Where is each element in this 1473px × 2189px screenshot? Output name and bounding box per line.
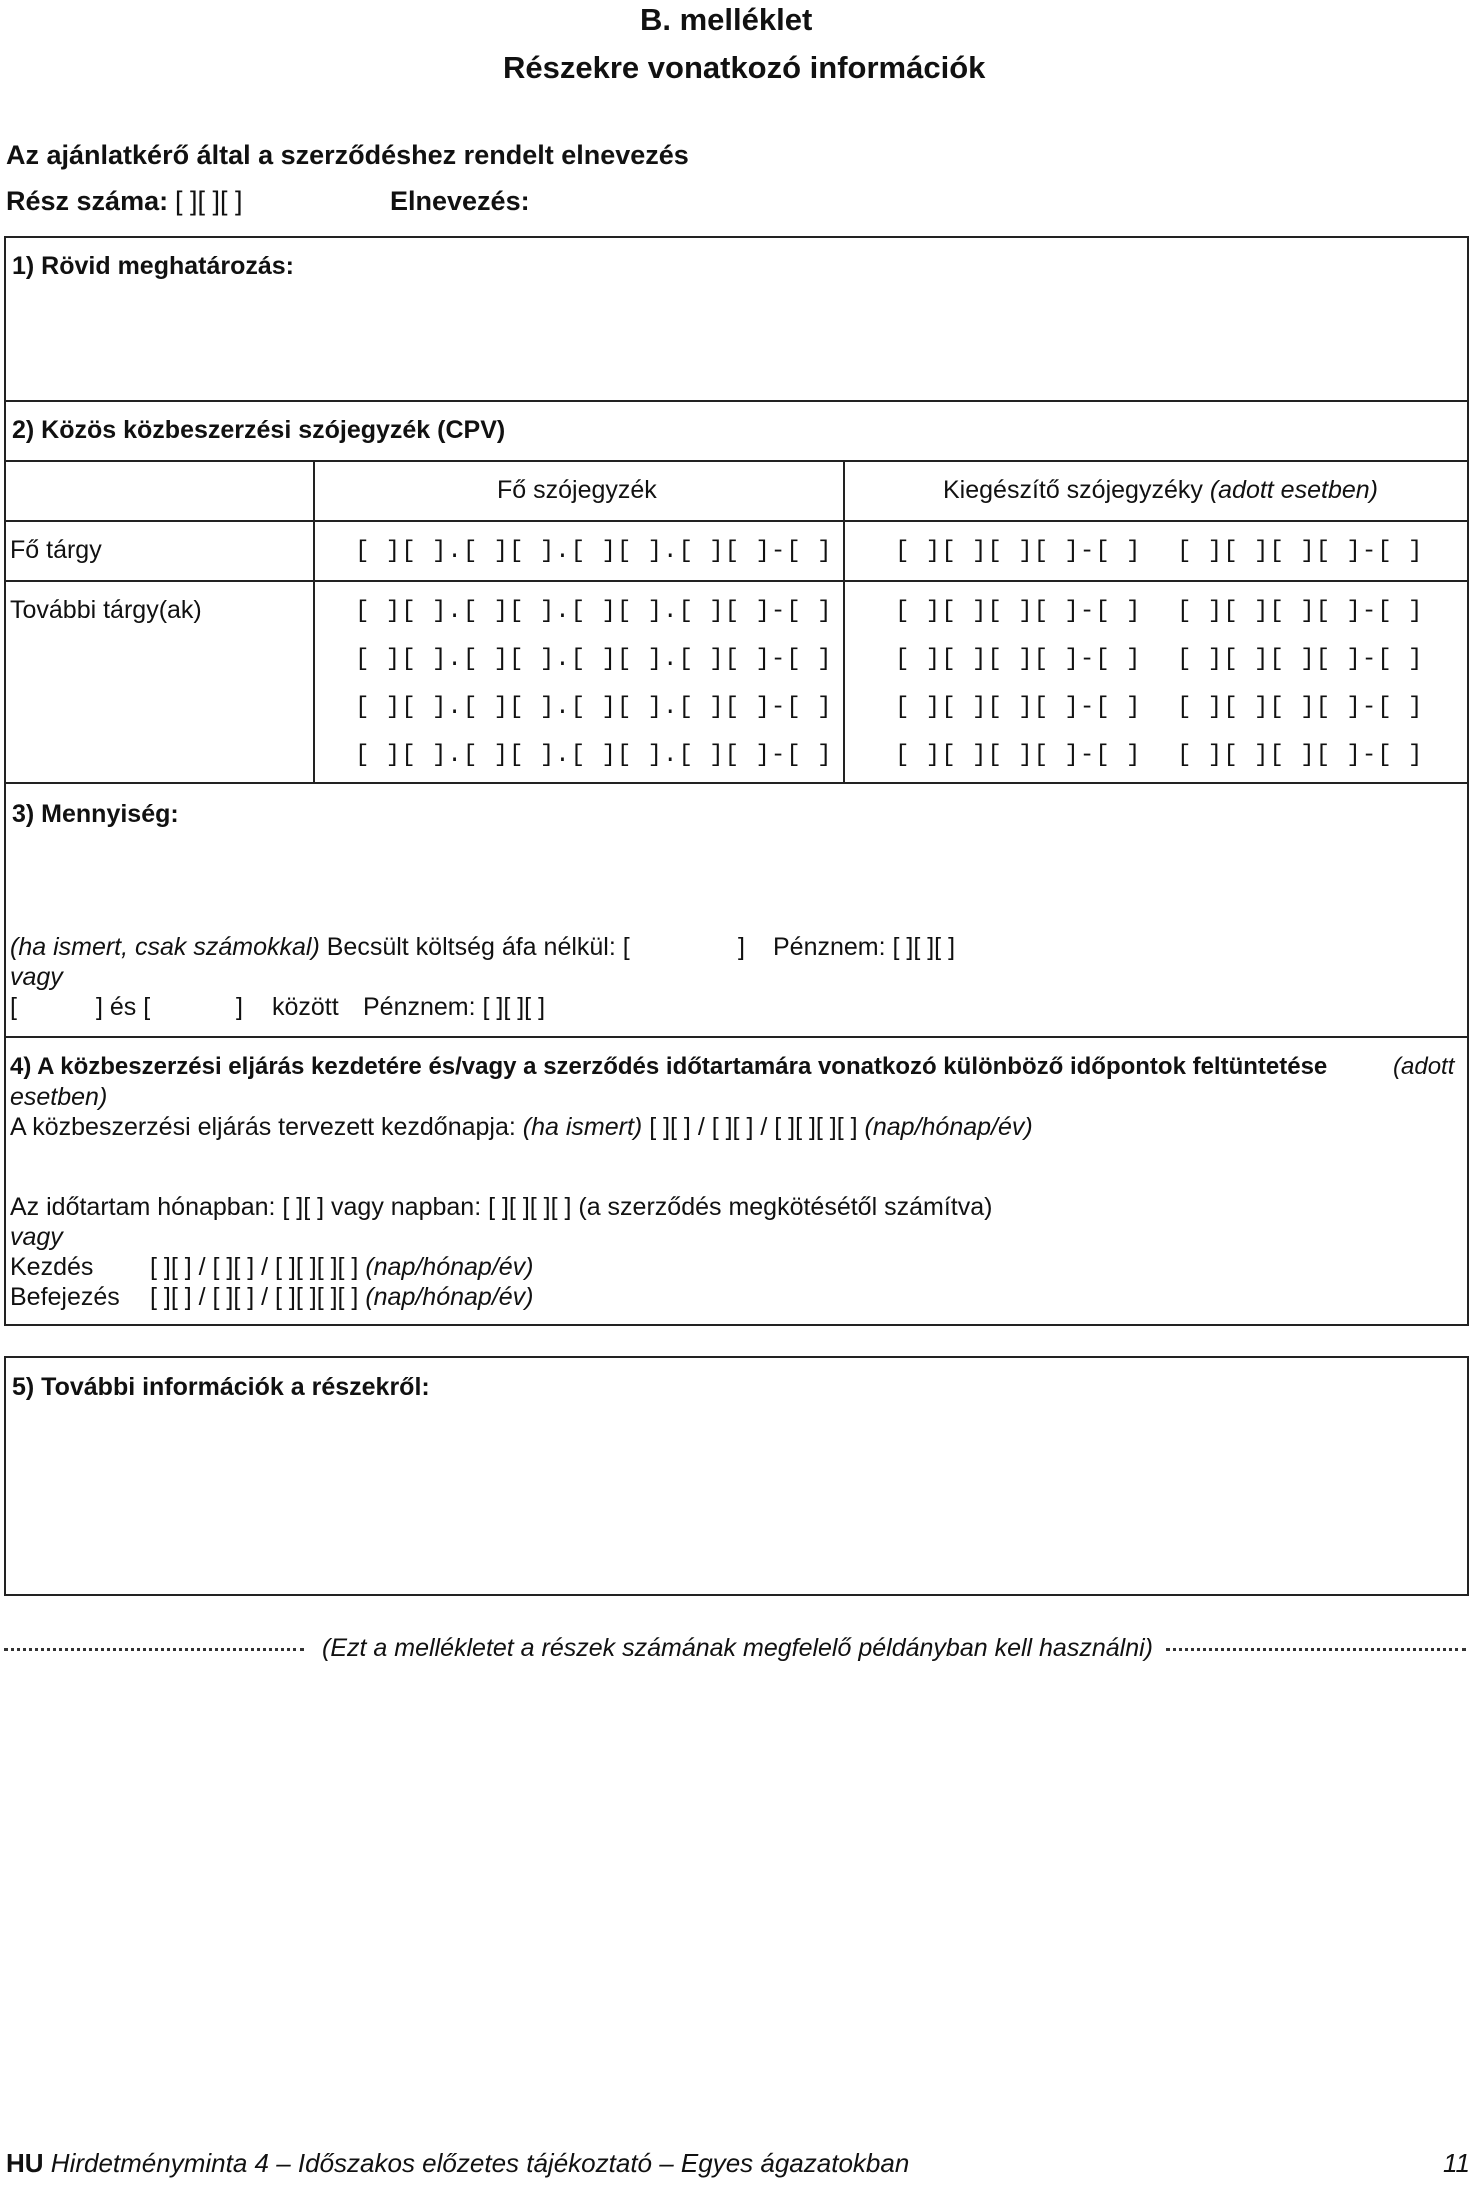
additional-supp-code[interactable]: [ ][ ][ ][ ]-[ ] bbox=[895, 742, 1142, 769]
start-date-line: A közbeszerzési eljárás tervezett kezdőnapja: (ha ismert) [ ][ ] / [ ][ ] / [ ][ ][ ][ ] (nap/hónap/év) bbox=[10, 1113, 1033, 1141]
section2-heading: 2) Közös közbeszerzési szójegyzék (CPV) bbox=[12, 416, 506, 444]
page-subtitle: Részekre vonatkozó információk bbox=[503, 50, 986, 85]
additional-supp-code[interactable]: [ ][ ][ ][ ]-[ ] bbox=[895, 598, 1142, 625]
row-main-subject: Fő tárgy bbox=[10, 536, 102, 564]
range-open: [ bbox=[10, 993, 17, 1021]
duration-line[interactable]: Az időtartam hónapban: [ ][ ] vagy napban: [ ][ ][ ][ ] (a szerződés megkötésétől számítva) bbox=[10, 1193, 993, 1221]
cpv-table-bottom bbox=[4, 782, 1469, 784]
section5-heading: 5) További információk a részekről: bbox=[12, 1373, 430, 1401]
section4-note: esetben) bbox=[10, 1083, 108, 1111]
usage-note: (Ezt a mellékletet a részek számának megfelelő példányban kell használni) bbox=[322, 1634, 1153, 1662]
cpv-table-top bbox=[4, 460, 1469, 462]
main-cpv-code[interactable]: [ ][ ].[ ][ ].[ ][ ].[ ][ ]-[ ] bbox=[355, 538, 833, 565]
part-number-label: Rész száma: bbox=[6, 186, 169, 216]
section1-heading: 1) Rövid meghatározás: bbox=[12, 252, 295, 280]
additional-cpv-code[interactable]: [ ][ ].[ ][ ].[ ][ ].[ ][ ]-[ ] bbox=[355, 646, 833, 673]
intro-heading: Az ajánlatkérő által a szerződéshez rendelt elnevezés bbox=[6, 140, 689, 170]
supp-cpv-code[interactable]: [ ][ ][ ][ ]-[ ] bbox=[895, 538, 1142, 565]
range-mid: ] és [ bbox=[96, 993, 151, 1021]
additional-cpv-code[interactable]: [ ][ ].[ ][ ].[ ][ ].[ ][ ]-[ ] bbox=[355, 694, 833, 721]
estimated-cost-close: ] bbox=[738, 933, 745, 961]
page-number: 11 bbox=[1443, 2148, 1470, 2178]
begin-label: Kezdés bbox=[10, 1253, 94, 1281]
estimated-cost-line: (ha ismert, csak számokkal) Becsült költség áfa nélkül: [ bbox=[10, 933, 630, 961]
additional-supp-code[interactable]: [ ][ ][ ][ ]-[ ] bbox=[1177, 694, 1424, 721]
begin-date[interactable]: [ ][ ] / [ ][ ] / [ ][ ][ ][ ] (nap/hónap/év) bbox=[150, 1253, 534, 1281]
annex-title: B. melléklet bbox=[640, 2, 813, 37]
additional-cpv-code[interactable]: [ ][ ].[ ][ ].[ ][ ].[ ][ ]-[ ] bbox=[355, 598, 833, 625]
additional-supp-code[interactable]: [ ][ ][ ][ ]-[ ] bbox=[1177, 598, 1424, 625]
cpv-row-divider bbox=[4, 580, 1469, 582]
row-additional-subjects: További tárgy(ak) bbox=[10, 596, 202, 624]
additional-supp-code[interactable]: [ ][ ][ ][ ]-[ ] bbox=[1177, 742, 1424, 769]
additional-supp-code[interactable]: [ ][ ][ ][ ]-[ ] bbox=[895, 694, 1142, 721]
range-currency[interactable]: Pénznem: [ ][ ][ ] bbox=[363, 993, 546, 1021]
cpv-col-divider-1 bbox=[313, 460, 315, 782]
cpv-col-supp: Kiegészítő szójegyzéky (adott esetben) bbox=[943, 476, 1378, 504]
cpv-col-main: Fő szójegyzék bbox=[497, 476, 657, 504]
additional-supp-code[interactable]: [ ][ ][ ][ ]-[ ] bbox=[1177, 646, 1424, 673]
cpv-header-divider bbox=[4, 520, 1469, 522]
range-between: között bbox=[272, 993, 339, 1021]
name-label: Elnevezés: bbox=[390, 186, 530, 216]
section4-note: (adott bbox=[1393, 1053, 1455, 1080]
additional-cpv-code[interactable]: [ ][ ].[ ][ ].[ ][ ].[ ][ ]-[ ] bbox=[355, 742, 833, 769]
part-number-slots[interactable]: [ ][ ][ ] bbox=[175, 186, 243, 216]
section4-heading: 4) A közbeszerzési eljárás kezdetére és/vagy a szerződés időtartamára vonatkozó különböző időpontok feltüntetése bbox=[10, 1053, 1328, 1080]
cpv-col-divider-2 bbox=[843, 460, 845, 782]
or-label: vagy bbox=[10, 963, 63, 991]
range-close: ] bbox=[236, 993, 243, 1021]
supp-cpv-code[interactable]: [ ][ ][ ][ ]-[ ] bbox=[1177, 538, 1424, 565]
additional-supp-code[interactable]: [ ][ ][ ][ ]-[ ] bbox=[895, 646, 1142, 673]
dotted-leader bbox=[1166, 1648, 1466, 1651]
end-date[interactable]: [ ][ ] / [ ][ ] / [ ][ ][ ][ ] (nap/hónap/év) bbox=[150, 1283, 534, 1311]
divider bbox=[4, 400, 1469, 402]
divider bbox=[4, 1036, 1469, 1038]
page-footer: HU Hirdetményminta 4 – Időszakos előzetes tájékoztató – Egyes ágazatokban bbox=[6, 2148, 910, 2178]
end-label: Befejezés bbox=[10, 1283, 120, 1311]
dotted-leader bbox=[4, 1648, 304, 1651]
estimated-cost-currency[interactable]: Pénznem: [ ][ ][ ] bbox=[773, 933, 956, 961]
or-label: vagy bbox=[10, 1223, 63, 1251]
section3-heading: 3) Mennyiség: bbox=[12, 800, 179, 828]
